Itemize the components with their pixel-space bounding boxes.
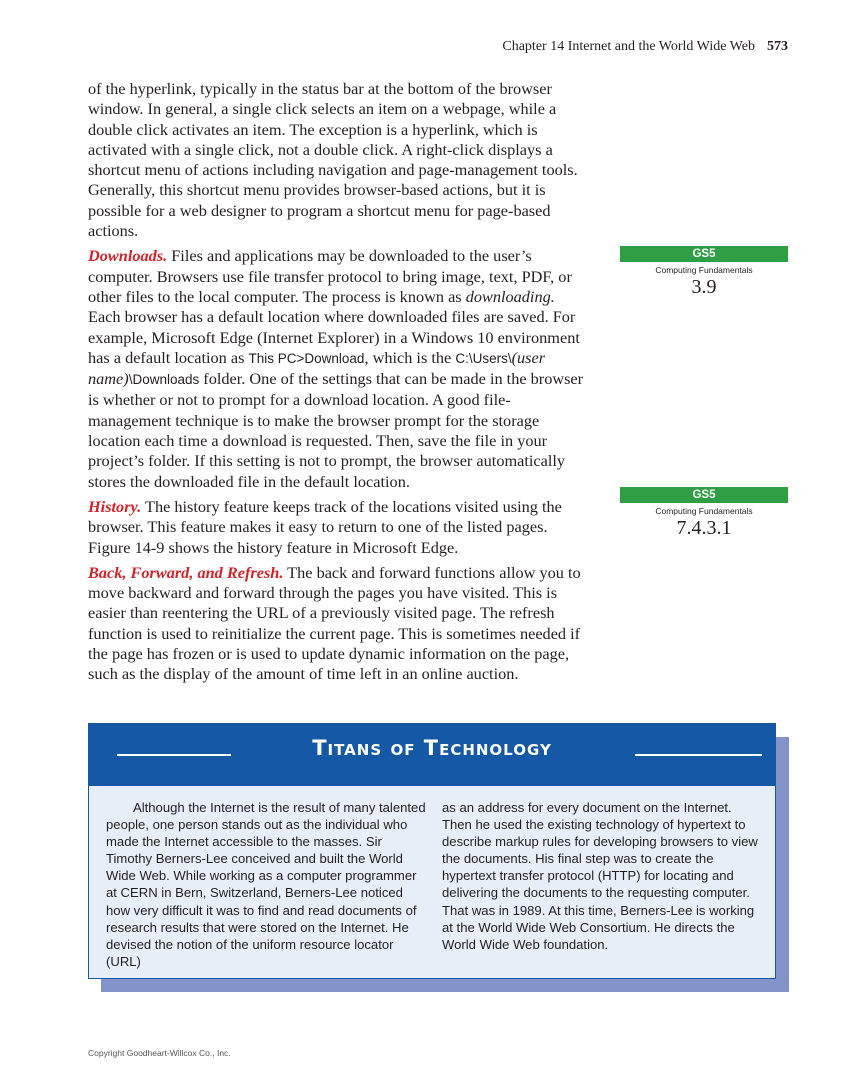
body-text [88, 79, 588, 690]
path-downloads: \Downloads [128, 372, 200, 388]
titans-column-right: as an address for every document on the Internet. Then he used the existing technology of hypertext to describe markup rules for developing browsers to view the documents. His final step was to create the hypertext transfer protocol (HTTP) for locating and delivering the documents to the requesting computer. That was in 1989. At this time, Berners-Lee is working at the World Wide Web Consortium. He directs the World Wide Web foundation. [442, 800, 758, 952]
history-term: History. [88, 496, 142, 516]
downloads-term: Downloads. [88, 246, 168, 266]
back-forward-paragraph [88, 563, 588, 685]
titans-of-technology-box [88, 723, 776, 979]
path-users: C:\Users\ [455, 350, 512, 366]
gs5-subject: Computing Fundamentals [655, 265, 753, 275]
gs5-objective: 3.9 [691, 276, 717, 298]
back-forward-term: Back, Forward, and Refresh. [88, 562, 284, 582]
downloads-text-2: Each browser has a default location where downloaded files are saved. For example, Microsoft Edge (Internet Explorer) in a Windows 10 environment has a default location as [88, 307, 580, 367]
gs5-tag: GS5 [620, 487, 788, 503]
margin-note-gs5-7-4-3-1 [620, 487, 788, 540]
downloading-term: downloading. [465, 286, 555, 306]
downloads-text-3: , which is the [364, 347, 456, 367]
gs5-objective: 7.4.3.1 [676, 517, 732, 539]
chapter-title: Chapter 14 Internet and the World Wide Web [502, 39, 755, 54]
gs5-tag: GS5 [620, 246, 788, 262]
copyright-footer: Copyright Goodheart-Willcox Co., Inc. [88, 1048, 231, 1058]
path-this-pc: This PC>Download [248, 350, 365, 366]
back-forward-text: The back and forward functions allow you to move backward and forward through the pages you have visited. This is easier than reentering the URL of a previously visited page. The refresh function is used to reinitialize the current page. This is sometimes needed if the page has frozen or is used to update dynamic information on the page, such as the display of the amount of time left in an online auction. [88, 562, 581, 684]
titans-header [89, 724, 775, 786]
downloads-paragraph [88, 246, 588, 492]
running-header [502, 39, 788, 55]
downloads-text-1: Files and applications may be downloaded to the user’s computer. Browsers use file transfer protocol to bring image, text, PDF, or other files to the local computer. The process is known as [88, 246, 572, 306]
margin-note-gs5-3-9 [620, 246, 788, 299]
history-paragraph [88, 497, 588, 558]
downloads-text-4: folder. One of the settings that can be made in the browser is whether or not to prompt for a download location. A good file-management technique is to make the browser prompt for the storage location each time a download is requested. Then, save the file in your project’s folder. If this setting is not to prompt, the browser automatically stores the downloaded file in the default location. [88, 369, 584, 491]
intro-paragraph: of the hyperlink, typically in the status bar at the bottom of the browser window. In general, a single click selects an item on a webpage, while a double click activates an item. The exception is a hyperlink, which is activated with a single click, not a double click. A right-click displays a shortcut menu of actions including navigation and page-management tools. Generally, this shortcut menu provides browser-based actions, but it is possible for a web designer to program a shortcut menu for page-based actions. [88, 79, 578, 241]
path-user-name: (user name) [88, 347, 546, 389]
gs5-subject: Computing Fundamentals [655, 506, 753, 516]
page-number: 573 [767, 39, 788, 54]
header-rule-right [635, 754, 762, 756]
titans-title: Titans of Technology [312, 736, 552, 760]
titans-column-left: Although the Internet is the result of many talented people, one person stands out as the individual who made the Internet accessible to the masses. Sir Timothy Berners-Lee conceived and built the World Wide Web. While working as a computer programmer at CERN in Bern, Switzerland, Berners-Lee noticed how very difficult it was to find and read documents of research results that were stored on the Internet. He devised the notion of the uniform resource locator (URL) [106, 800, 426, 969]
history-text: The history feature keeps track of the locations visited using the browser. This feature makes it easy to return to one of the listed pages. Figure 14-9 shows the history feature in Microsoft Edge. [88, 496, 562, 557]
